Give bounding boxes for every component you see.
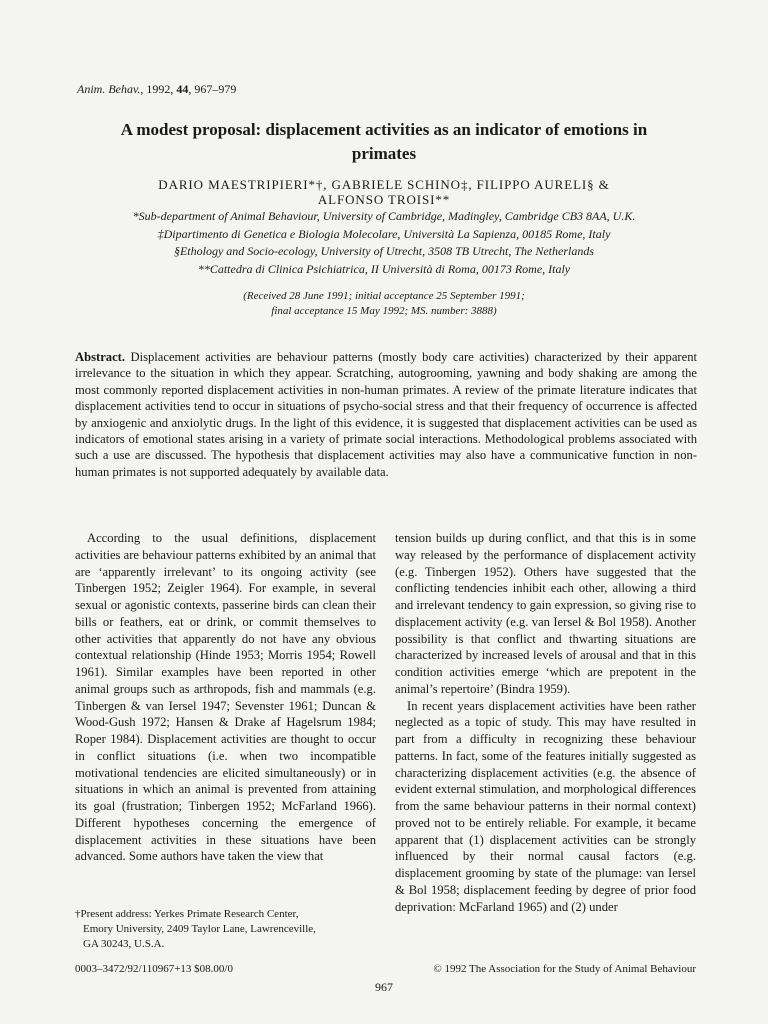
footnote-line: †Present address: Yerkes Primate Research Center, bbox=[75, 908, 299, 920]
body-paragraph: According to the usual definitions, displacement activities are behaviour patterns exhibited by an animal that are ‘apparently irrelevant’ to its ongoing activity (see Tinbergen 1952; Zeigler 1964). For example, in several sexual or agonistic contexts, passerine birds can clean their bills or feathers, eat or drink, or commit themselves to other activities that apparently do not have any obvious contextual relationship (Hinde 1953; Morris 1954; Rowell 1961). Similar examples have been reported in other animal groups such as arthropods, fish and mammals (e.g. Tinbergen & van Iersel 1947; Sevenster 1961; Duncan & Wood-Gush 1972; Hansen & Drake af Hagelsrum 1984; Roper 1984). Displacement activities are thought to occur in conflict situations (i.e. when two incompatible motivational tendencies are elicited simultaneously) or in situations in which an animal is prevented from attaining its goal (frustration; Tinbergen 1952; McFarland 1966). Different hypotheses concerning the emergence of displacement activities in these situations have been advanced. Some authors have taken the view that bbox=[75, 531, 376, 864]
title-line: primates bbox=[351, 144, 417, 163]
author-list bbox=[60, 177, 708, 207]
journal-name: Anim. Behav. bbox=[77, 82, 141, 96]
affiliations bbox=[40, 208, 728, 278]
affiliation-rome-ii: **Cattedra di Clinica Psichiatrica, II Università di Roma, 00173 Rome, Italy bbox=[197, 261, 571, 276]
affiliation-rome-sapienza: ‡Dipartimento di Genetica e Biologia Molecolare, Università La Sapienza, 00185 Rome, Italy bbox=[157, 226, 611, 241]
journal-citation bbox=[77, 82, 236, 97]
affiliation-utrecht: §Ethology and Socio-ecology, University of Utrecht, 3508 TB Utrecht, The Netherlands bbox=[173, 244, 595, 258]
abstract bbox=[75, 349, 697, 480]
footnote bbox=[75, 907, 376, 952]
issn-code: 0003–3472/92/110967+13 $08.00/0 bbox=[75, 963, 233, 975]
abstract-text: Displacement activities are behaviour patterns (mostly body care activities) characterized by their apparent irrelevance to the situation in which they appear. Scratching, autogrooming, yawning and body shaking are among the most commonly reported displacement activities in non-human primates. A review of the primate literature indicates that displacement activities tend to occur in situations of psycho-social stress and that their frequency of occurrence is affected by anxiogenic and anxiolytic drugs. In the light of this evidence, it is suggested that displacement activities can be used as indicators of emotional states arising in a variety of primate social interactions. Methodological problems associated with such a use are discussed. The hypothesis that displacement activities may also have a communicative function in non-human primates is not supported adequately by available data. bbox=[75, 350, 697, 479]
footnote-line: GA 30243, U.S.A. bbox=[83, 938, 165, 950]
footnote-line: Emory University, 2409 Taylor Lane, Lawrenceville, bbox=[83, 923, 316, 935]
body-paragraph: tension builds up during conflict, and that this is in some way released by the performance of displacement activity (e.g. Tinbergen 1952). Others have suggested that the conflicting tendencies inhibit each other, allowing a third and irrelevant tendency to gain expression, so giving rise to displacement activity (e.g. van Iersel & Bol 1958). Another possibility is that conflict and thwarting situations are characterized by increased levels of arousal and that in this condition activities emerge ‘which are prepotent in the animal’s repertoire’ (Bindra 1959). bbox=[395, 531, 696, 696]
page-number: 967 bbox=[375, 980, 393, 994]
abstract-label: Abstract. bbox=[75, 350, 126, 364]
journal-year: , 1992, bbox=[140, 82, 177, 96]
journal-pages: , 967–979 bbox=[188, 82, 237, 96]
received-line: final acceptance 15 May 1992; MS. number: 3888) bbox=[271, 305, 497, 317]
affiliation-cambridge: *Sub-department of Animal Behaviour, University of Cambridge, Madingley, Cambridge CB3 8AA, U.K. bbox=[132, 209, 636, 223]
author-line: ALFONSO TROISI** bbox=[317, 192, 451, 207]
body-paragraph: In recent years displacement activities have been rather neglected as a topic of study. This may have resulted in part from a difficulty in recognizing these behaviour patterns. In fact, some of the features initially suggested as characterizing displacement activities (e.g. the absence of evident external stimulation, and morphological differences from the same behaviour patterns in their normal context) proved not to be entirely reliable. For example, it became apparent that (1) displacement activities can be strongly influenced by their normal causal factors (e.g. displacement grooming by state of the plumage: van Iersel & Bol 1958; displacement feeding by degree of prior food deprivation: McFarland 1965) and (2) under bbox=[395, 698, 696, 914]
paper-title bbox=[60, 118, 708, 166]
title-line: A modest proposal: displacement activities as an indicator of emotions in bbox=[120, 120, 648, 139]
received-line: (Received 28 June 1991; initial acceptance 25 September 1991; bbox=[243, 290, 525, 302]
author-line: DARIO MAESTRIPIERI*†, GABRIELE SCHINO‡, FILIPPO AURELI§ & bbox=[158, 177, 610, 192]
journal-volume: 44 bbox=[176, 82, 189, 96]
received-dates bbox=[100, 289, 668, 319]
body-column-right bbox=[395, 530, 696, 915]
copyright-notice: © 1992 The Association for the Study of Animal Behaviour bbox=[433, 963, 696, 975]
body-column-left bbox=[75, 530, 376, 865]
